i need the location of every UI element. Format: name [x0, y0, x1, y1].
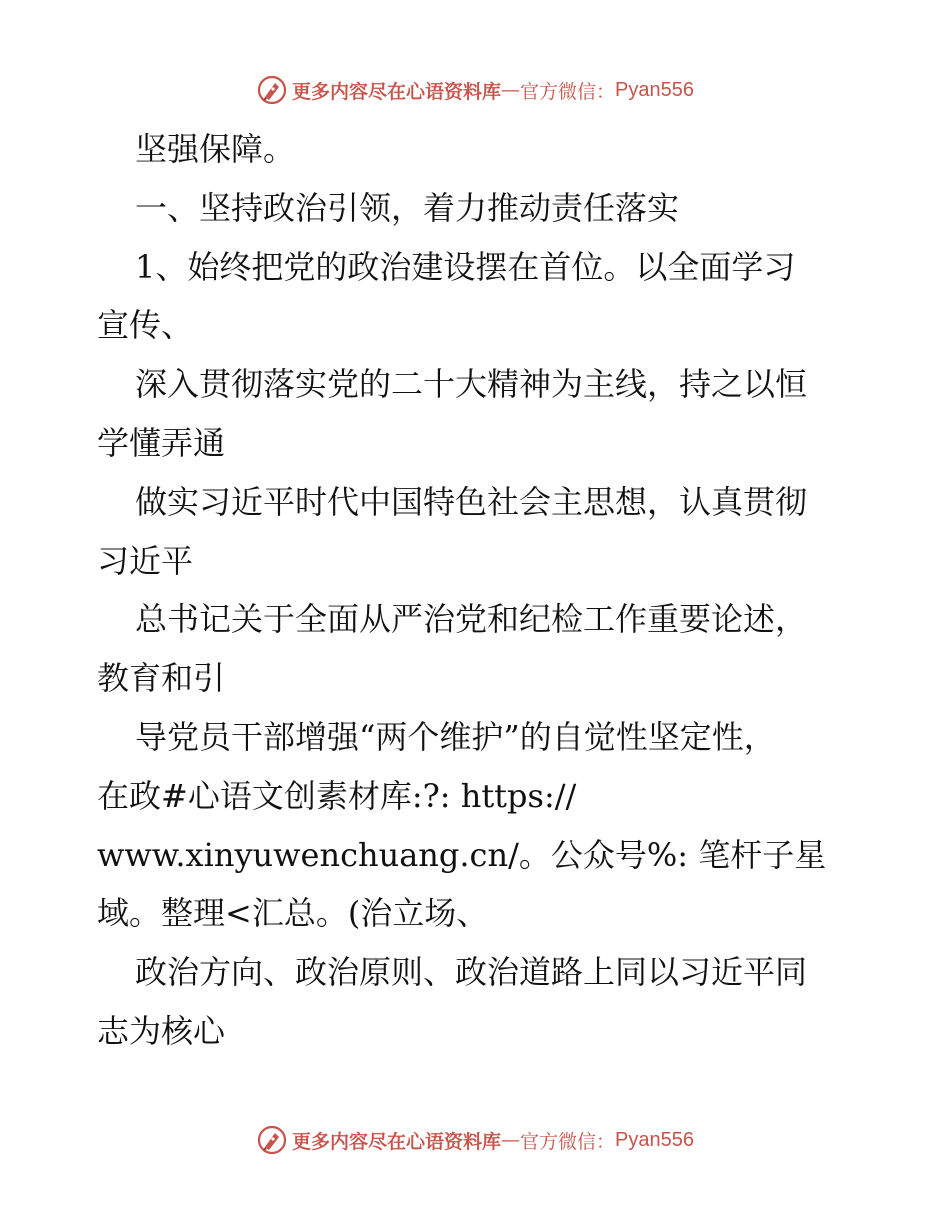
text-line: 习近平 [97, 541, 194, 580]
text-line: 域。整理<汇总。(治立场、 [97, 894, 489, 933]
text-line: 教育和引 [97, 659, 226, 698]
footer-wechat-id: Pyan556 [615, 1128, 694, 1151]
footer-brand-text: 更多内容尽在心语资料库 [292, 1130, 502, 1153]
text-line: 政治方向、政治原则、政治道路上同以习近平同 [135, 953, 808, 992]
text-line: 志为核心 [97, 1011, 226, 1050]
header-wechat-id: Pyan556 [615, 78, 694, 101]
footer-banner [0, 1120, 950, 1160]
pen-nib-logo-icon [256, 74, 288, 106]
text-line: 1、始终把党的政治建设摆在首位。以全面学习 [135, 247, 796, 286]
text-line: 总书记关于全面从严治党和纪检工作重要论述， [135, 600, 808, 639]
text-line: 宣传、 [97, 306, 194, 345]
footer-wechat-label: 官方微信： [520, 1130, 616, 1153]
footer-separator: — [501, 1129, 521, 1151]
document-body [97, 120, 857, 1061]
text-line: 导党员干部增强“两个维护”的自觉性坚定性， [135, 717, 776, 756]
header-banner [0, 70, 950, 110]
text-line: 在政#心语文创素材库:?: https:// [97, 776, 577, 815]
section-heading: 一、坚持政治引领，着力推动责任落实 [135, 188, 680, 227]
header-separator: — [501, 79, 521, 101]
text-line: 深入贯彻落实党的二十大精神为主线，持之以恒 [135, 365, 808, 404]
text-line: www.xinyuwenchuang.cn/。公众号%: 笔杆子星 [97, 835, 827, 874]
text-line: 坚强保障。 [135, 130, 296, 168]
text-line: 做实习近平时代中国特色社会主思想，认真贯彻 [135, 482, 808, 521]
header-wechat-label: 官方微信： [520, 80, 616, 103]
text-line: 学懂弄通 [97, 423, 226, 462]
pen-nib-logo-icon [256, 1124, 288, 1156]
header-brand-text: 更多内容尽在心语资料库 [292, 80, 502, 103]
